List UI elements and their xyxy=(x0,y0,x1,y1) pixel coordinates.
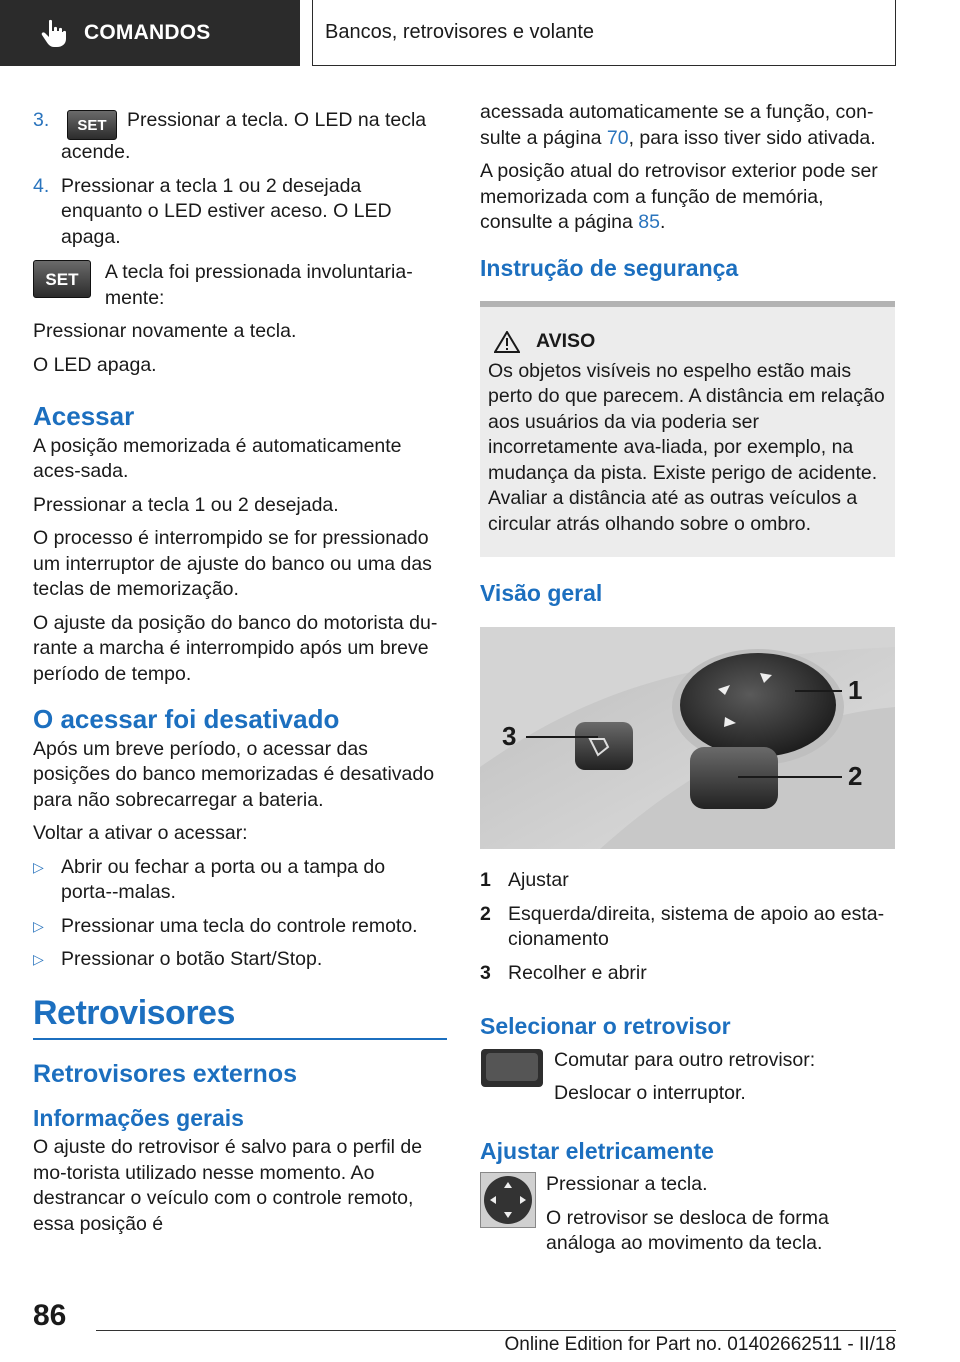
heading-rule xyxy=(33,1038,447,1040)
mirror-switch-figure xyxy=(480,627,895,849)
legend-item: 1 Ajustar xyxy=(480,869,569,891)
figure-label-1: 1 xyxy=(848,674,863,705)
warning-title: AVISO xyxy=(488,329,887,355)
page-link-85[interactable]: 85 xyxy=(638,211,660,233)
bullet-text: Abrir ou fechar a porta ou a tampa do porta‐‐malas. xyxy=(61,855,386,903)
mirror-adjust-pad-icon xyxy=(480,1172,536,1228)
set-key-icon: SET xyxy=(33,260,91,298)
warning-text: Os objetos visíveis no espelho estão mais perto do que parecem. A distância em relação aos usuários da via poderia ser incorretamente ava‐liada, por exemplo, na mudança da pista. Existe perigo de acidente. Avaliar a distância até as outras veículos a circular atrás olhando sobre o ombro. xyxy=(488,359,885,535)
list-item xyxy=(33,855,447,906)
page-number: 86 xyxy=(33,1299,67,1332)
paragraph: Deslocar o interruptor. xyxy=(554,1082,746,1104)
left-column xyxy=(33,108,447,1245)
figure-label-2: 2 xyxy=(848,760,863,791)
section-tab xyxy=(0,0,300,66)
paragraph: O ajuste da posição do banco do motorista du‐rante a marcha é interrompido após um breve período de tempo. xyxy=(33,611,438,685)
selecionar-block xyxy=(480,1048,895,1115)
paragraph: O LED apaga. xyxy=(33,353,157,376)
page-link-70[interactable]: 70 xyxy=(606,126,629,149)
paragraph: Comutar para outro retrovisor: xyxy=(554,1048,816,1071)
step-number: 3. xyxy=(33,109,50,131)
triangle-bullet-icon: ▷ xyxy=(33,951,44,967)
heading-info: Informações gerais xyxy=(33,1104,244,1131)
legend-item: 2 Esquerda/direita, sistema de apoio ao esta‐cionamento xyxy=(480,902,885,950)
step-4 xyxy=(33,174,447,251)
section-title: COMANDOS xyxy=(84,21,211,44)
topic-header xyxy=(312,0,896,66)
mirror-toggle-switch-icon xyxy=(480,1048,544,1088)
step-text: Pressionar a tecla 1 ou 2 desejada enquanto o LED estiver aceso. O LED apaga. xyxy=(61,174,392,248)
heading-visao: Visão geral xyxy=(480,580,603,606)
paragraph: acessada automaticamente se a função, con‐sulte a página 70, para isso tiver sido ativada. xyxy=(480,101,876,149)
right-column xyxy=(480,100,895,1265)
heading-seguranca: Instrução de segurança xyxy=(480,254,739,281)
paragraph: Pressionar novamente a tecla. xyxy=(33,320,297,342)
bullet-text: Pressionar o botão Start/Stop. xyxy=(61,948,323,970)
triangle-bullet-icon: ▷ xyxy=(33,858,44,875)
figure-label-3: 3 xyxy=(502,720,517,751)
note-block xyxy=(33,260,447,311)
heading-retrovisores: Retrovisores xyxy=(33,993,235,1032)
warning-box xyxy=(480,301,895,557)
step-3 xyxy=(33,108,447,166)
footer-rule xyxy=(96,1330,896,1331)
bullet-text: Pressionar uma tecla do controle remoto. xyxy=(61,914,418,937)
paragraph: Pressionar a tecla 1 ou 2 desejada. xyxy=(33,493,339,516)
hand-pointer-icon xyxy=(40,18,68,48)
paragraph: Após um breve período, o acessar das posições do banco memorizadas é desativado para não sobrecarregar a bateria. xyxy=(33,737,435,811)
heading-acessar: Acessar xyxy=(33,401,135,431)
step-text: Pressionar a tecla. O LED na tecla acende. xyxy=(61,109,427,163)
paragraph: A posição memorizada é automaticamente aces‐sada. xyxy=(33,434,402,482)
edition-footer: Online Edition for Part no. 01402662511 - II/18 xyxy=(504,1334,896,1355)
set-key-icon: SET xyxy=(67,110,117,140)
list-item xyxy=(33,914,447,940)
paragraph: Voltar a ativar o acessar: xyxy=(33,822,248,844)
note-text: A tecla foi pressionada involuntaria‐mente: xyxy=(104,261,413,309)
paragraph: O ajuste do retrovisor é salvo para o perfil de mo‐torista utilizado nesse momento. Ao destrancar o veículo com o controle remoto, essa posição é xyxy=(33,1136,423,1235)
paragraph: Pressionar a tecla. xyxy=(546,1173,708,1195)
paragraph: A posição atual do retrovisor exterior pode ser memorizada com a função de memória, consulte a página 85. xyxy=(480,160,878,233)
heading-externos: Retrovisores externos xyxy=(33,1060,298,1088)
ajustar-block xyxy=(480,1172,895,1265)
list-item xyxy=(33,947,447,973)
topic-title: Bancos, retrovisores e volante xyxy=(325,21,595,43)
paragraph: O processo é interrompido se for pressionado um interruptor de ajuste do banco ou uma das teclas de memorização. xyxy=(33,527,432,600)
paragraph: O retrovisor se desloca de forma análoga ao movimento da tecla. xyxy=(546,1206,829,1254)
heading-ajustar: Ajustar eletricamente xyxy=(480,1137,714,1164)
triangle-bullet-icon: ▷ xyxy=(33,917,44,934)
heading-selecionar: Selecionar o retrovisor xyxy=(480,1013,731,1039)
warning-triangle-icon xyxy=(494,331,520,353)
legend-item: 3 Recolher e abrir xyxy=(480,961,647,984)
heading-desativado: O acessar foi desativado xyxy=(33,704,340,734)
step-number: 4. xyxy=(33,174,50,197)
